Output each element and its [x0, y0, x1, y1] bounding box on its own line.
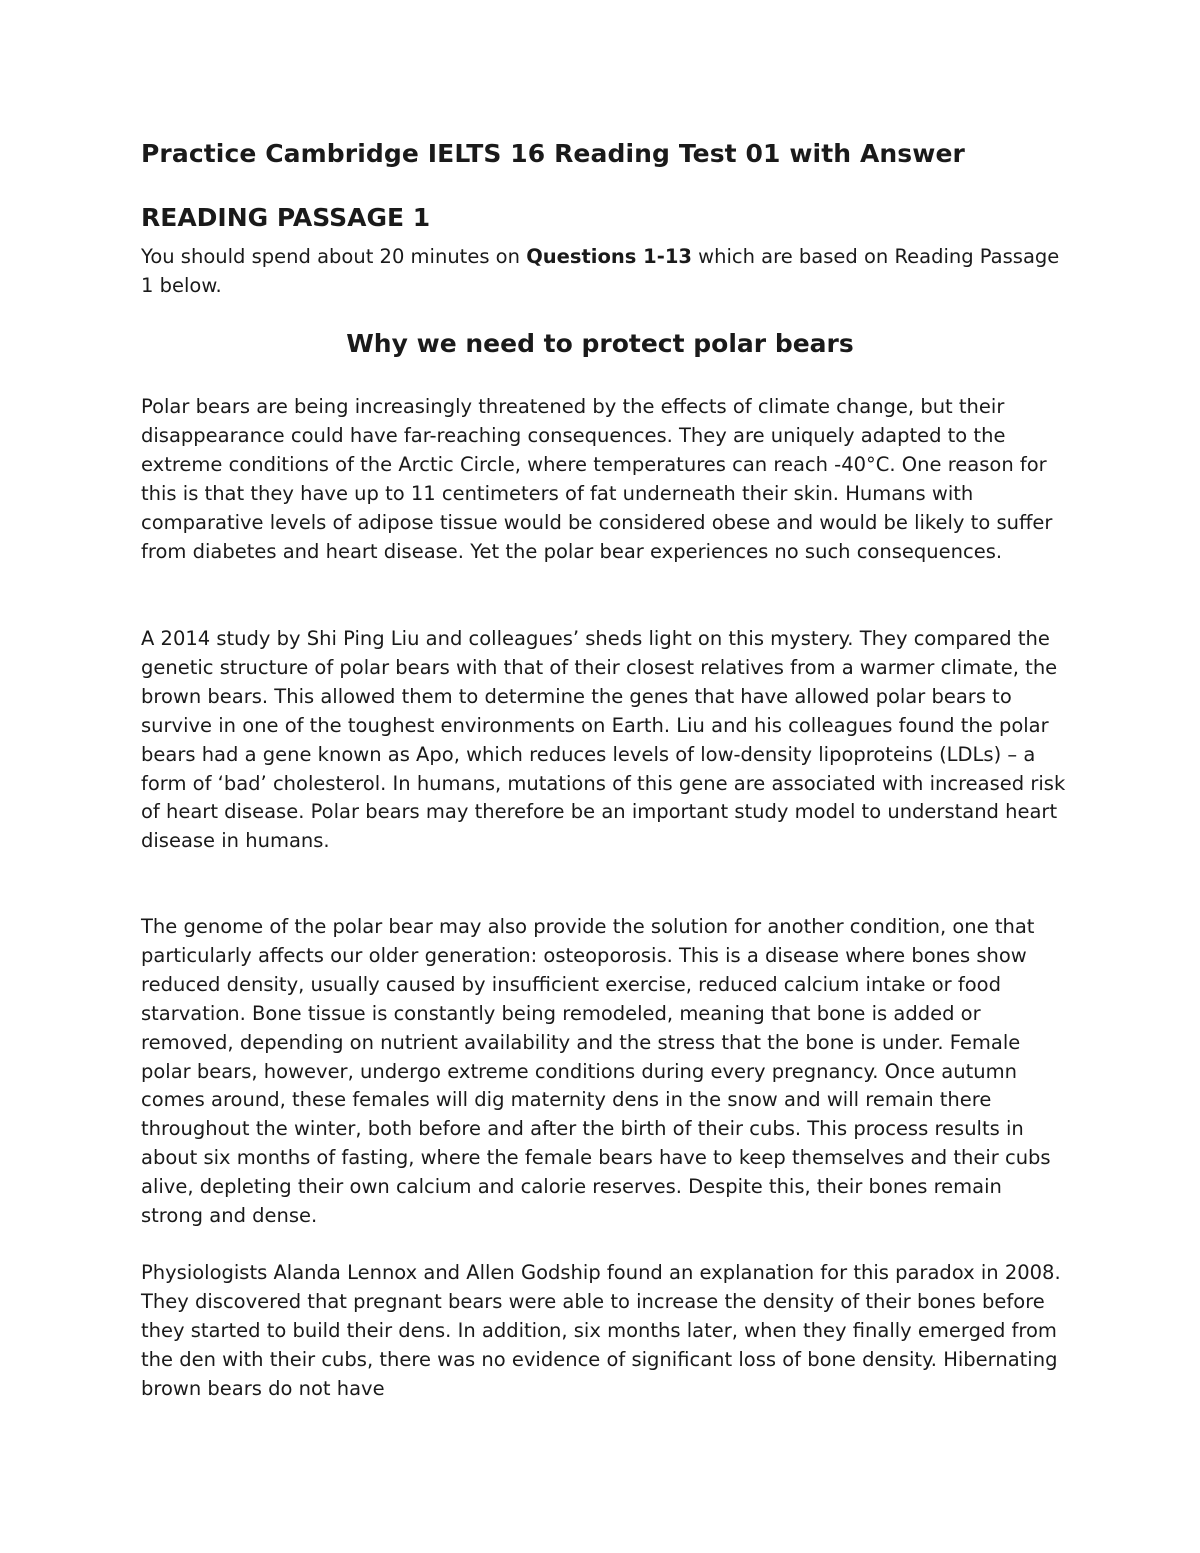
document-title: Practice Cambridge IELTS 16 Reading Test 01 with Answer — [141, 139, 965, 168]
passage-paragraph-3: The genome of the polar bear may also provide the solution for another condition, one that particularly affects our older generation: osteoporosis. This is a disease where bones show reduced density, usually caused by insufficient exercise, reduced calcium intake or food starvation. Bone tissue is constantly being remodeled, meaning that bone is added or removed, depending on nutrient availability and the stress that the bone is under. Female polar bears, however, undergo extreme conditions during every pregnancy. Once autumn comes around, these females will dig maternity dens in the snow and will remain there throughout the winter, both before and after the birth of their cubs. This process results in about six months of fasting, where the female bears have to keep themselves and their cubs alive, depleting their own calcium and calorie reserves. Despite this, their bones remain strong and dense. — [141, 915, 1051, 1228]
passage-paragraph-2: A 2014 study by Shi Ping Liu and colleagues’ sheds light on this mystery. They compared the genetic structure of polar bears with that of their closest relatives from a warmer climate, the brown bears. This allowed them to determine the genes that have allowed polar bears to survive in one of the toughest environments on Earth. Liu and his colleagues found the polar bears had a gene known as Apo, which reduces levels of low-density lipoproteins (LDLs) – a form of ‘bad’ cholesterol. In humans, mutations of this gene are associated with increased risk of heart disease. Polar bears may therefore be an important study model to understand heart disease in humans. — [141, 627, 1066, 853]
passage-paragraph-1: Polar bears are being increasingly threatened by the effects of climate change, but their disappearance could have far-reaching consequences. They are uniquely adapted to the extreme conditions of the Arctic Circle, where temperatures can reach -40°C. One reason for this is that they have up to 11 centimeters of fat underneath their skin. Humans with comparative levels of adipose tissue would be considered obese and would be likely to suffer from diabetes and heart disease. Yet the polar bear experiences no such consequences. — [141, 395, 1053, 563]
section-heading: READING PASSAGE 1 — [141, 203, 431, 232]
instructions-questions-range: Questions 1-13 — [526, 245, 692, 268]
instructions — [141, 242, 1061, 300]
instructions-text-after: which are based on Reading Passage 1 below. — [141, 245, 1060, 297]
passage-paragraph-4: Physiologists Alanda Lennox and Allen Godship found an explanation for this paradox in 2008. They discovered that pregnant bears were able to increase the density of their bones before they started to build their dens. In addition, six months later, when they finally emerged from the den with their cubs, there was no evidence of significant loss of bone density. Hibernating brown bears do not have — [141, 1261, 1061, 1400]
passage-title: Why we need to protect polar bears — [346, 329, 854, 358]
instructions-text-before: You should spend about 20 minutes on — [141, 245, 527, 268]
